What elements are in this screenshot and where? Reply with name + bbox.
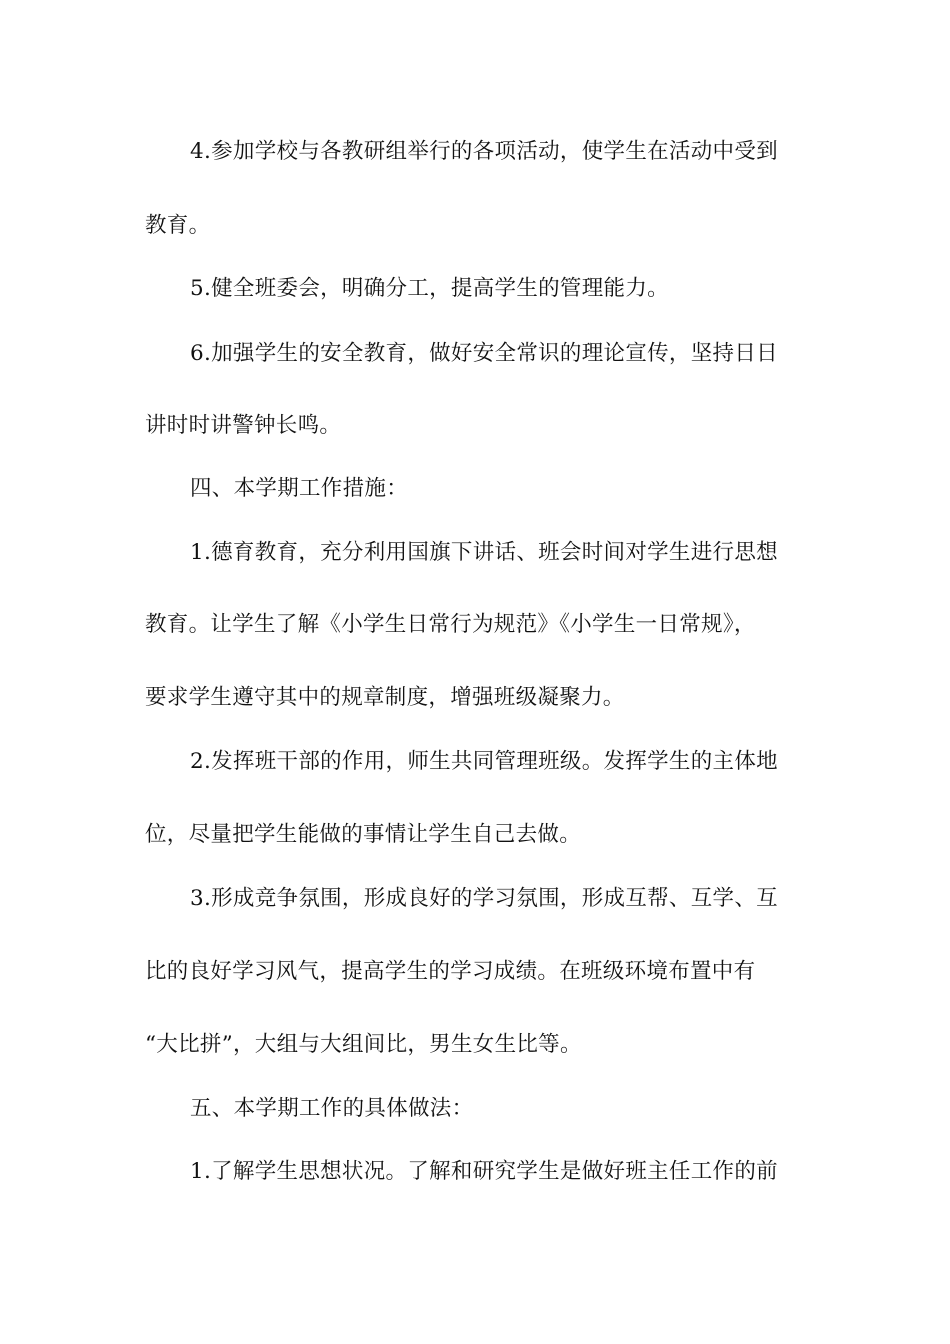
paragraph-line: 3.形成竞争氛围，形成良好的学习氛围，形成互帮、互学、互 xyxy=(190,886,778,911)
paragraph-line: “大比拼”，大组与大组间比，男生女生比等。 xyxy=(145,1032,582,1057)
paragraph-line: 要求学生遵守其中的规章制度，增强班级凝聚力。 xyxy=(145,685,625,710)
paragraph-line: 5.健全班委会，明确分工，提高学生的管理能力。 xyxy=(190,276,669,301)
paragraph-line: 6.加强学生的安全教育，做好安全常识的理论宣传，坚持日日 xyxy=(190,341,778,366)
paragraph-line: 2.发挥班干部的作用，师生共同管理班级。发挥学生的主体地 xyxy=(190,749,778,774)
paragraph-line: 1.了解学生思想状况。了解和研究学生是做好班主任工作的前 xyxy=(190,1159,778,1184)
section-heading: 四、本学期工作措施： xyxy=(190,476,409,501)
paragraph-line: 教育。让学生了解《小学生日常行为规范》《小学生一日常规》， xyxy=(145,612,756,637)
paragraph-line: 比的良好学习风气，提高学生的学习成绩。在班级环境布置中有 xyxy=(145,959,756,984)
paragraph-line: 4.参加学校与各教研组举行的各项活动，使学生在活动中受到 xyxy=(190,139,778,164)
paragraph-line: 位，尽量把学生能做的事情让学生自己去做。 xyxy=(145,822,582,847)
paragraph-line: 教育。 xyxy=(145,213,211,238)
paragraph-line: 1.德育教育，充分利用国旗下讲话、班会时间对学生进行思想 xyxy=(190,540,778,565)
paragraph-line: 讲时时讲警钟长鸣。 xyxy=(145,413,342,438)
section-heading: 五、本学期工作的具体做法： xyxy=(190,1096,474,1121)
